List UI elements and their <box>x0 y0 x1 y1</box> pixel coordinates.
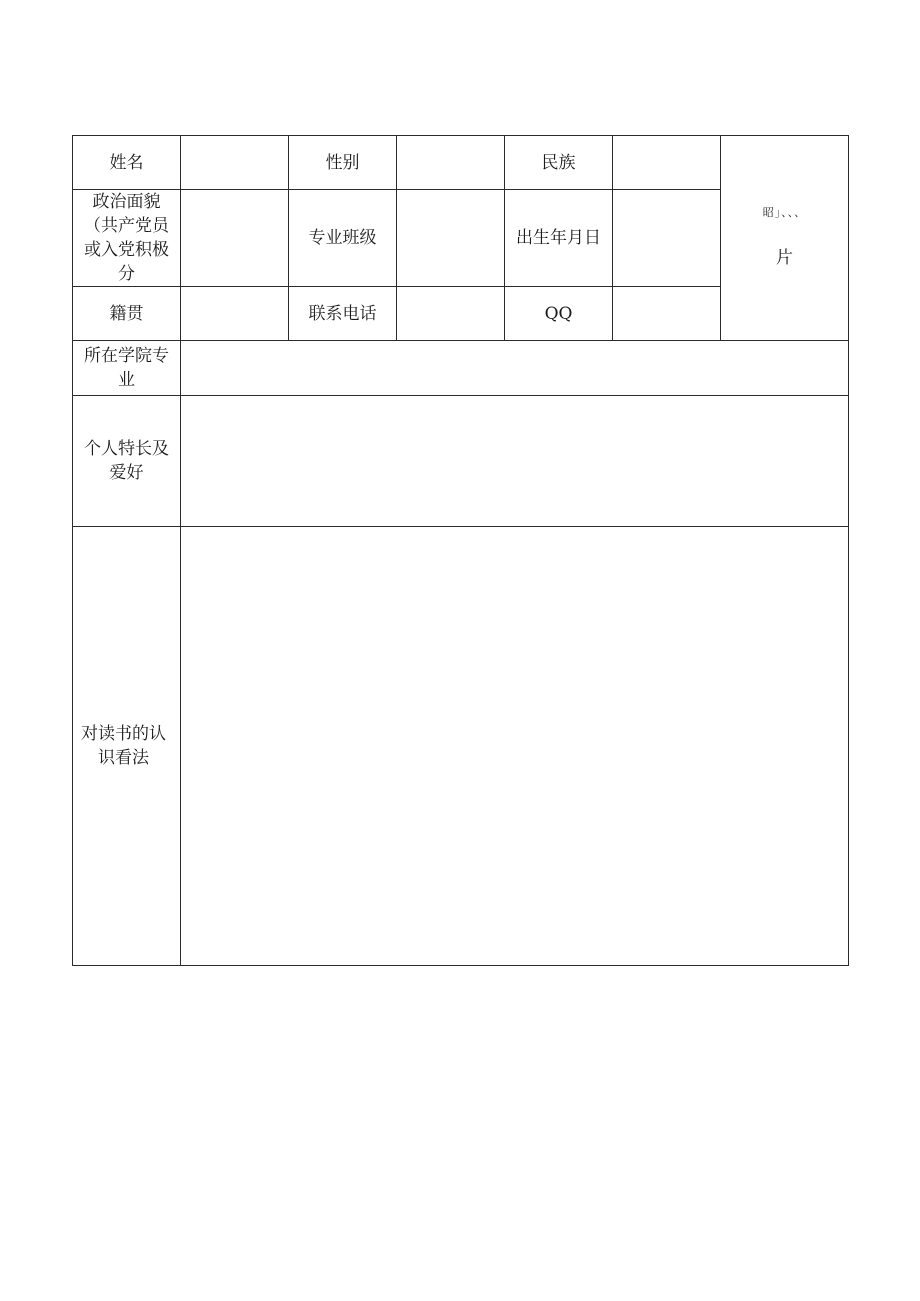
name-label: 姓名 <box>73 136 181 190</box>
native-place-label: 籍贯 <box>73 287 181 341</box>
phone-field[interactable] <box>397 287 505 341</box>
application-form-table <box>72 135 849 966</box>
form-row-specialty <box>73 396 849 527</box>
political-status-text: 政治面貌（共产党员或入党积极分 <box>84 192 169 284</box>
form-row-reading-views <box>73 527 849 966</box>
form-row-basic-info <box>73 136 849 190</box>
major-class-field[interactable] <box>397 190 505 287</box>
ethnicity-field[interactable] <box>613 136 721 190</box>
reading-views-field[interactable] <box>181 527 849 966</box>
specialty-hobbies-text: 个人特长及爱好 <box>84 439 169 483</box>
college-major-text: 所在学院专业 <box>84 346 169 390</box>
photo-cell[interactable] <box>721 136 849 341</box>
photo-label-top: 昭」、、、 <box>762 206 807 219</box>
specialty-hobbies-field[interactable] <box>181 396 849 527</box>
birth-date-label: 出生年月日 <box>505 190 613 287</box>
photo-label-bottom: 片 <box>776 248 793 268</box>
reading-views-label <box>73 527 181 966</box>
qq-field[interactable] <box>613 287 721 341</box>
native-place-field[interactable] <box>181 287 289 341</box>
qq-label: QQ <box>505 287 613 341</box>
political-status-label <box>73 190 181 287</box>
reading-views-text: 对读书的认识看法 <box>81 724 166 768</box>
political-status-field[interactable] <box>181 190 289 287</box>
form-row-college-major <box>73 341 849 396</box>
college-major-label <box>73 341 181 396</box>
name-field[interactable] <box>181 136 289 190</box>
college-major-field[interactable] <box>181 341 849 396</box>
gender-label: 性别 <box>289 136 397 190</box>
ethnicity-label: 民族 <box>505 136 613 190</box>
phone-label: 联系电话 <box>289 287 397 341</box>
gender-field[interactable] <box>397 136 505 190</box>
birth-date-field[interactable] <box>613 190 721 287</box>
specialty-hobbies-label <box>73 396 181 527</box>
major-class-label: 专业班级 <box>289 190 397 287</box>
